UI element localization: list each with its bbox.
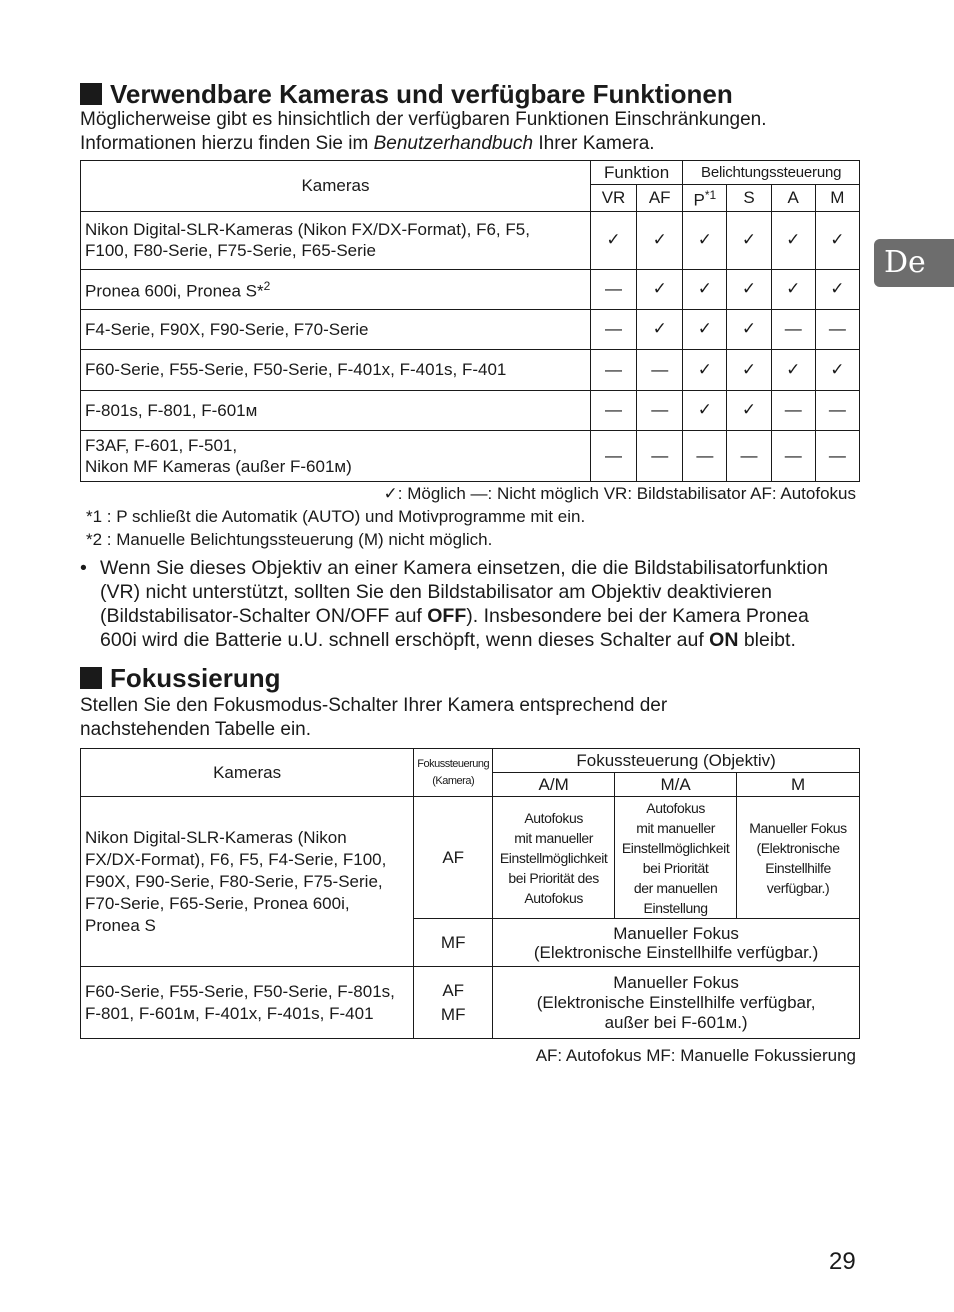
- header-ma: M/A: [615, 773, 737, 797]
- cell-p: ✓: [683, 349, 727, 390]
- cell-p: ✓: [683, 390, 727, 430]
- header-fokus-kamera: Fokussteuerung (Kamera): [414, 749, 493, 797]
- cell-m: —: [815, 309, 859, 349]
- cell-vr: —: [590, 309, 636, 349]
- section-title: Fokussierung: [110, 663, 281, 693]
- cell-vr: —: [590, 430, 636, 481]
- cell-vr: —: [590, 269, 636, 309]
- square-bullet-icon: [80, 667, 102, 689]
- cell-mf: Manueller Fokus (Elektronische Einstellhilfe verfügbar.): [493, 919, 860, 967]
- footnote: *1 : P schließt die Automatik (AUTO) und Motivprogramme mit ein.: [86, 507, 586, 526]
- table-legend: ✓: Möglich —: Nicht möglich VR: Bildstabilisator AF: Autofokus: [383, 484, 856, 503]
- cell-vr: ✓: [590, 211, 636, 269]
- section-title: Verwendbare Kameras und verfügbare Funktionen: [110, 79, 733, 109]
- camera-cell: F3AF, F-601, F-501, Nikon MF Kameras (außer F-601ᴍ): [81, 430, 591, 481]
- cell-a: —: [771, 430, 815, 481]
- cell-a: —: [771, 390, 815, 430]
- cell-s: ✓: [727, 269, 771, 309]
- table-row: [81, 797, 860, 919]
- cell-af: ✓: [637, 309, 683, 349]
- camera-cell: Nikon Digital-SLR-Kameras (Nikon FX/DX-Format), F6, F5, F100, F80-Serie, F75-Serie, F65-Serie: [81, 211, 591, 269]
- cell-m: ✓: [815, 211, 859, 269]
- cell-m: Manueller Fokus (Elektronische Einstellhilfe verfügbar.): [737, 797, 860, 919]
- cell-p: —: [683, 430, 727, 481]
- bullet-icon: •: [80, 557, 87, 579]
- focus-legend: AF: Autofokus MF: Manuelle Fokussierung: [535, 1046, 856, 1065]
- intro-line: Möglicherweise gibt es hinsichtlich der verfügbaren Funktionen Einschränkungen.: [80, 109, 767, 130]
- header-belichtung: Belichtungssteuerung: [683, 161, 860, 185]
- cell-p: ✓: [683, 309, 727, 349]
- language-tab: De: [874, 239, 954, 287]
- mode-af-mf: AF MF: [414, 967, 493, 1039]
- cell-s: ✓: [727, 349, 771, 390]
- cell-m: ✓: [815, 349, 859, 390]
- camera-cell: F60-Serie, F55-Serie, F50-Serie, F-801s, F-801, F-601ᴍ, F-401x, F-401s, F-401: [81, 967, 414, 1039]
- table-row: [81, 211, 860, 269]
- section-intro: Stellen Sie den Fokusmodus-Schalter Ihrer Kamera entsprechend der nachstehenden Tabelle ein.: [80, 695, 668, 740]
- cell-a: —: [771, 309, 815, 349]
- mode-af: AF: [414, 797, 493, 919]
- cell-am: Autofokus mit manueller Einstellmöglichkeit bei Priorität des Autofokus: [493, 797, 615, 919]
- camera-cell: F60-Serie, F55-Serie, F50-Serie, F-401x, F-401s, F-401: [81, 349, 591, 390]
- header-m: M: [737, 773, 860, 797]
- cell-m: ✓: [815, 269, 859, 309]
- compatibility-table: [80, 160, 860, 482]
- camera-cell: F-801s, F-801, F-601ᴍ: [81, 390, 591, 430]
- intro-line: Informationen hierzu finden Sie im Benutzerhandbuch Ihrer Kamera.: [80, 133, 655, 154]
- footnote: *2 : Manuelle Belichtungssteuerung (M) nicht möglich.: [86, 530, 493, 549]
- cell-af: ✓: [637, 269, 683, 309]
- camera-cell: F4-Serie, F90X, F90-Serie, F70-Serie: [81, 309, 591, 349]
- cell-af: —: [637, 390, 683, 430]
- header-a: A: [771, 185, 815, 212]
- cell-vr: —: [590, 390, 636, 430]
- cell-af: —: [637, 349, 683, 390]
- cell-ma: Autofokus mit manueller Einstellmöglichkeit bei Priorität der manuellen Einstellung: [615, 797, 737, 919]
- cell-a: ✓: [771, 269, 815, 309]
- header-cameras: Kameras: [81, 161, 591, 212]
- cell-a: ✓: [771, 211, 815, 269]
- bullet-paragraph: • Wenn Sie dieses Objektiv an einer Kamera einsetzen, die die Bildstabilisatorfunktion (VR) nicht unterstützt, sollten Sie den Bildstabilisator am Objektiv deaktivieren (Bildstabilisator-Schalter ON/OFF auf OFF). Insbesondere bei der Kamera Pronea 600i wird die Batterie u.U. schnell erschöpft, wenn dieses Schalter auf ON bleibt.: [80, 557, 829, 651]
- header-cameras: Kameras: [81, 749, 414, 797]
- cell-p: ✓: [683, 269, 727, 309]
- table-row: [81, 390, 860, 430]
- header-p: $P^{*1}$: [683, 185, 727, 212]
- cell-af: —: [637, 430, 683, 481]
- cell-af: ✓: [637, 211, 683, 269]
- cell-a: ✓: [771, 349, 815, 390]
- cell-p: ✓: [683, 211, 727, 269]
- cell-s: ✓: [727, 390, 771, 430]
- table-row: [81, 349, 860, 390]
- cell-s: ✓: [727, 309, 771, 349]
- table-row: [81, 269, 860, 309]
- header-s: S: [727, 185, 771, 212]
- focus-table: [80, 748, 860, 1039]
- page-number: 29: [829, 1248, 856, 1275]
- cell-manual: Manueller Fokus (Elektronische Einstellhilfe verfügbar, außer bei F-601ᴍ.): [493, 967, 860, 1039]
- camera-cell: Nikon Digital-SLR-Kameras (Nikon FX/DX-Format), F6, F5, F4-Serie, F100, F90X, F90-Serie, F80-Serie, F75-Serie, F70-Serie, F65-Serie, Pronea 600i, Pronea S: [81, 797, 414, 967]
- cell-m: —: [815, 390, 859, 430]
- cell-s: ✓: [727, 211, 771, 269]
- header-fokus-objektiv: Fokussteuerung (Objektiv): [493, 749, 860, 773]
- section-heading-cameras: [80, 79, 733, 109]
- square-bullet-icon: [80, 83, 102, 105]
- header-af: AF: [637, 185, 683, 212]
- section-heading-focus: [80, 663, 280, 693]
- cell-vr: —: [590, 349, 636, 390]
- cell-m: —: [815, 430, 859, 481]
- table-row: [81, 309, 860, 349]
- section-intro: [80, 108, 870, 156]
- mode-mf: MF: [414, 919, 493, 967]
- camera-cell: Pronea 600i, Pronea S*$^2$: [81, 269, 591, 309]
- header-vr: VR: [590, 185, 636, 212]
- header-m: M: [815, 185, 859, 212]
- header-funktion: Funktion: [590, 161, 682, 185]
- cell-s: —: [727, 430, 771, 481]
- table-row: [81, 430, 860, 481]
- table-row: [81, 967, 860, 1039]
- header-am: A/M: [493, 773, 615, 797]
